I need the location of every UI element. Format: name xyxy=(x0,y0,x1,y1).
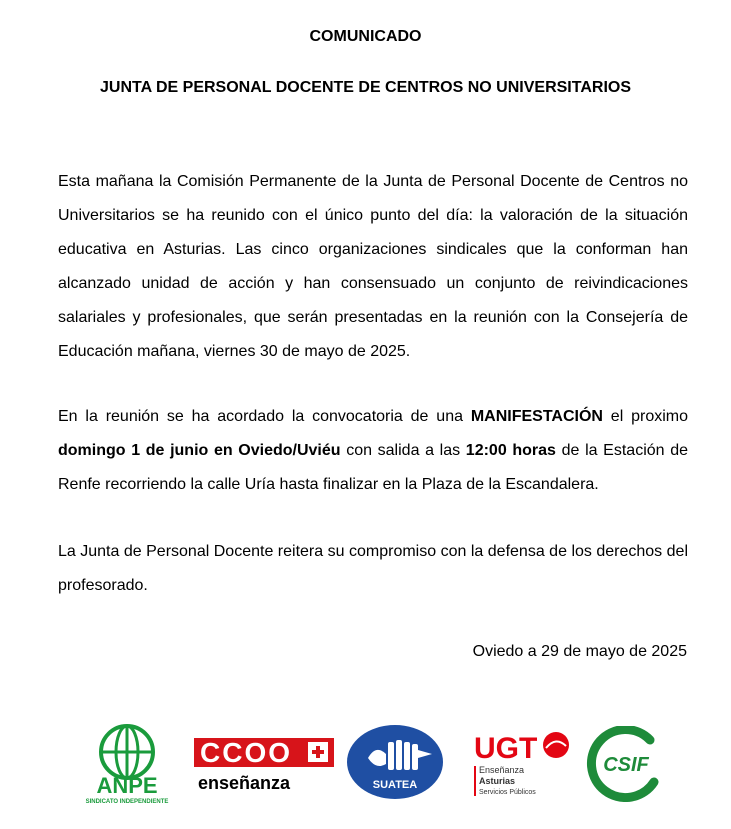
p2-bold-date-place: domingo 1 de junio en Oviedo/Uviéu xyxy=(58,442,341,459)
ugt-name: UGT xyxy=(474,732,538,765)
ccoo-sub: enseñanza xyxy=(198,773,291,793)
dateline: Oviedo a 29 de mayo de 2025 xyxy=(472,643,687,660)
p2-bold-time: 12:00 horas xyxy=(465,442,556,459)
p2-text-4: de la Estación de Renfe recorriendo la calle Uría hasta finalizar en la Plaza de la Escandalera. xyxy=(58,442,689,493)
document-title: COMUNICADO xyxy=(309,28,422,45)
suatea-name: SUATEA xyxy=(372,779,418,791)
ugt-logo xyxy=(474,728,574,800)
union-logos xyxy=(0,718,731,818)
document-subtitle: JUNTA DE PERSONAL DOCENTE DE CENTROS NO UNIVERSITARIOS xyxy=(99,79,631,96)
ccoo-name: CCOO xyxy=(200,738,292,768)
ugt-line1: Enseñanza xyxy=(479,765,525,775)
p2-text-2: el proximo xyxy=(602,408,688,425)
suatea-logo xyxy=(346,724,444,800)
anpe-tagline: SINDICATO INDEPENDIENTE xyxy=(85,799,169,804)
p2-bold-manifestacion: MANIFESTACIÓN xyxy=(470,408,603,425)
ccoo-logo xyxy=(194,738,334,794)
paragraph-commitment: La Junta de Personal Docente reitera su compromiso con la defensa de los derechos del profesorado. xyxy=(58,543,688,594)
p2-text-1: En la reunión se ha acordado la convocatoria de una xyxy=(58,408,471,425)
ugt-line2: Asturias xyxy=(479,776,516,786)
ugt-line3: Servicios Públicos xyxy=(479,789,536,796)
csif-logo xyxy=(584,726,664,802)
csif-name: CSIF xyxy=(603,754,649,776)
paragraph-demonstration xyxy=(58,400,688,502)
p2-text-3: con salida a las xyxy=(340,442,466,459)
anpe-logo xyxy=(84,720,170,804)
paragraph-meeting: Esta mañana la Comisión Permanente de la Junta de Personal Docente de Centros no Universitarios se ha reunido con el único punto del día: la valoración de la situación educativa en Asturias. Las cinco organizaciones sindicales que la conforman han alcanzado unidad de acción y han consensuado un conjunto de reivindicaciones salariales y profesionales, que serán presentadas en la reunión con la Consejería de Educación mañana, viernes 30 de mayo de 2025. xyxy=(58,173,688,360)
anpe-name: ANPE xyxy=(96,773,158,798)
